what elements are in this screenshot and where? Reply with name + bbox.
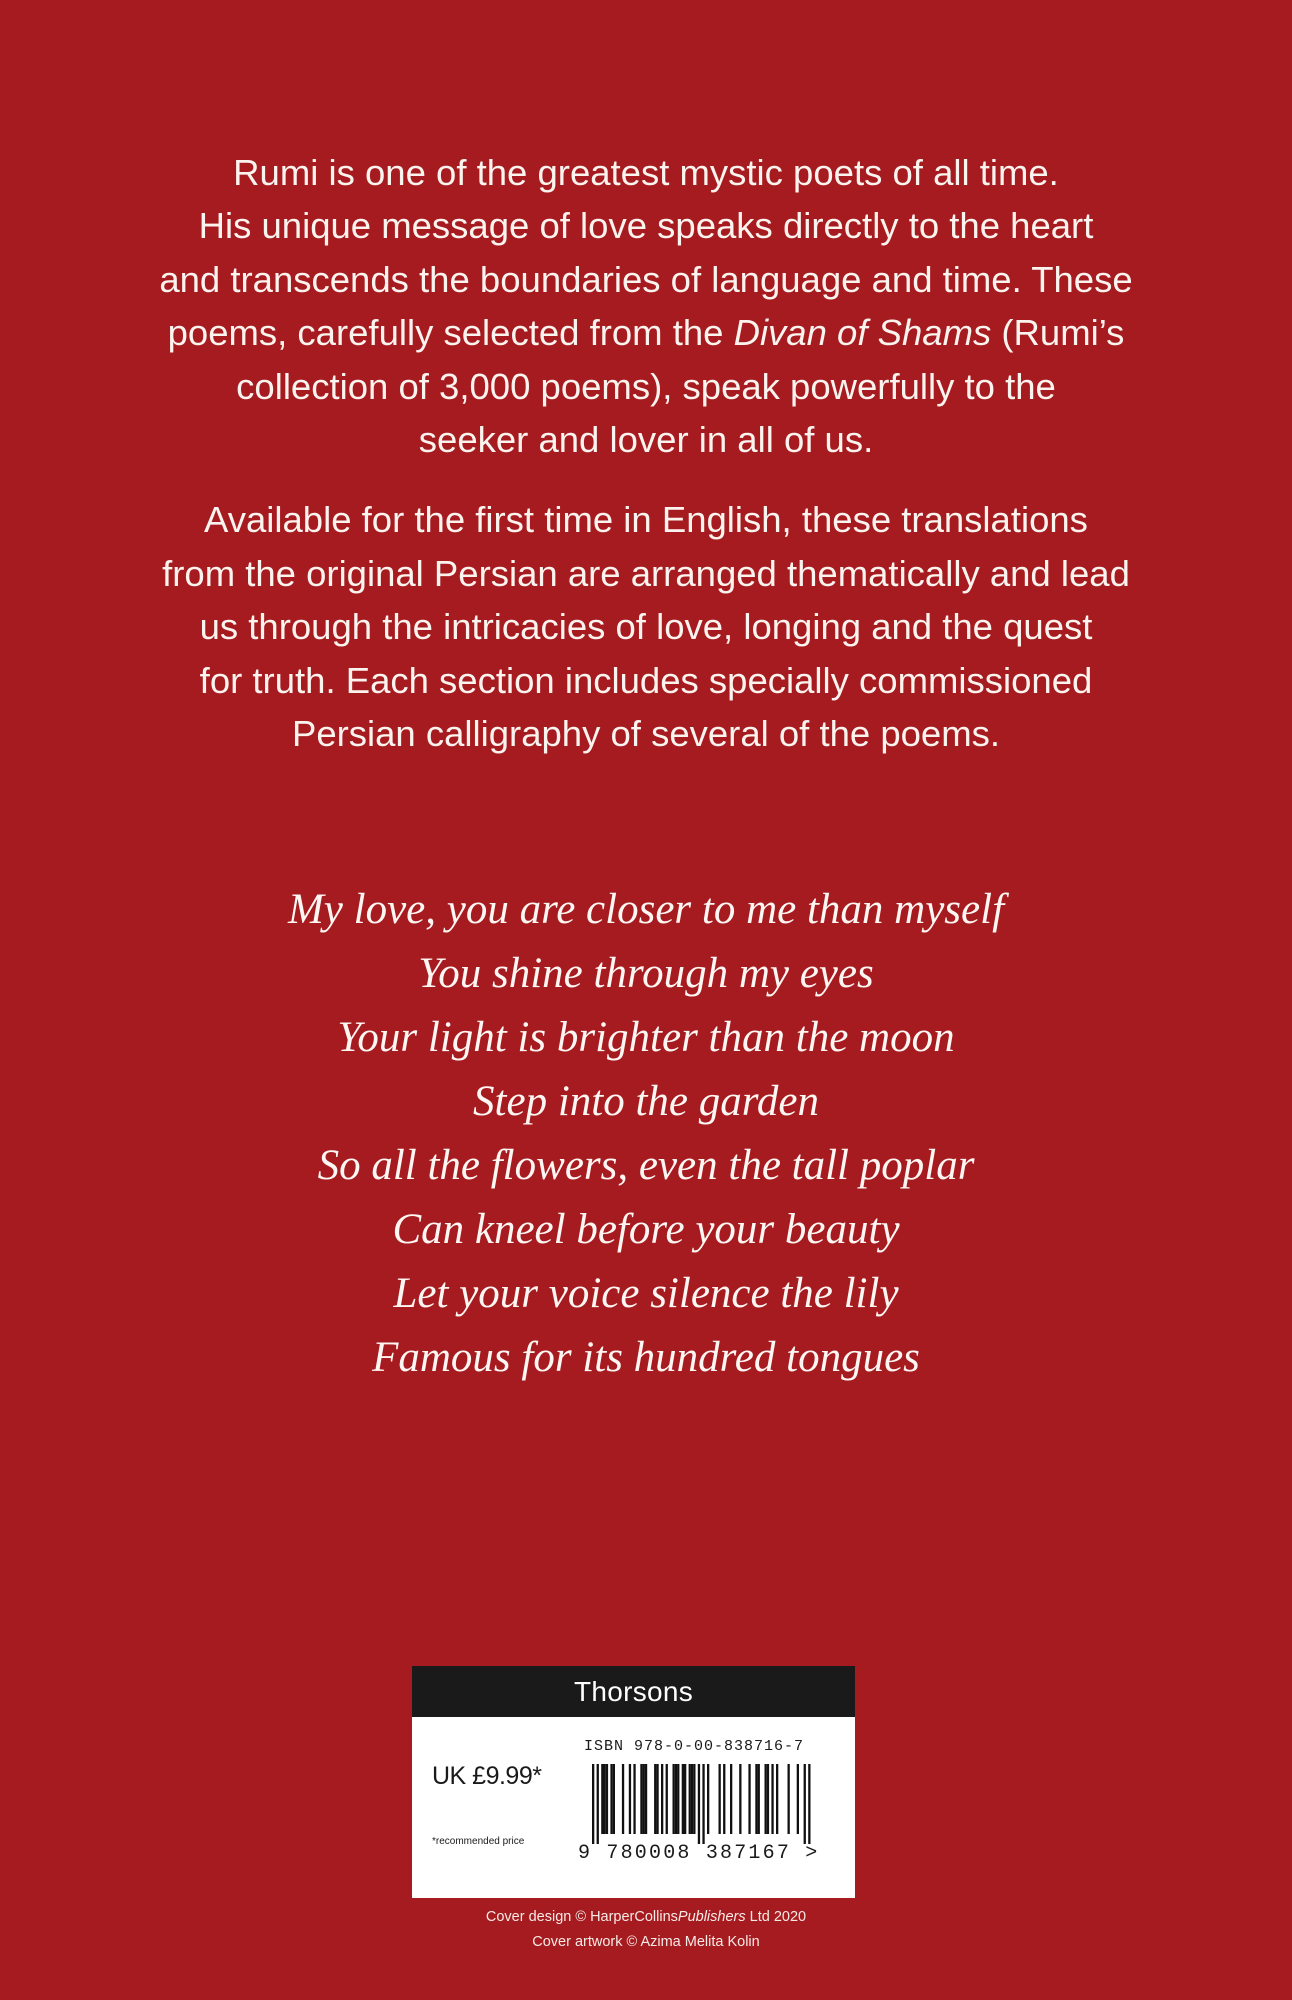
barcode-bar [723, 1764, 725, 1834]
barcode-bar [597, 1764, 599, 1844]
cover-credits [0, 1905, 1292, 1955]
blurb-text: (Rumi’s [991, 312, 1125, 354]
barcode-bar [666, 1764, 668, 1834]
credit-text: Ltd 2020 [745, 1909, 807, 1925]
barcode-bar [767, 1764, 769, 1834]
blurb-line: seeker and lover in all of us. [418, 419, 874, 461]
poem-line: Your light is brighter than the moon [337, 1014, 955, 1061]
cover-design-credit [0, 1905, 1292, 1930]
barcode-bar [755, 1764, 757, 1834]
barcode-bar [758, 1764, 760, 1834]
blurb-line: and transcends the boundaries of language and time. These [159, 258, 1133, 300]
barcode-bar [771, 1764, 773, 1834]
barcode-bar [776, 1764, 778, 1834]
barcode-bar [689, 1764, 691, 1834]
barcode-bar [645, 1764, 647, 1834]
barcode-bar [719, 1764, 721, 1834]
cover-artwork-credit: Cover artwork © Azima Melita Kolin [532, 1934, 760, 1950]
blurb-line: Available for the first time in English, these translations [204, 499, 1088, 541]
barcode-bar [797, 1764, 799, 1834]
back-cover-blurb [120, 146, 1172, 760]
poem-excerpt [0, 878, 1292, 1390]
barcode-bar [601, 1764, 603, 1834]
blurb-line: Rumi is one of the greatest mystic poets of all time. [233, 152, 1059, 193]
blurb-line: for truth. Each section includes specially commissioned [199, 659, 1093, 701]
poem-line: Can kneel before your beauty [392, 1206, 900, 1253]
barcode-bar [788, 1764, 790, 1834]
poem-line: So all the flowers, even the tall poplar [317, 1142, 975, 1189]
barcode-bar [610, 1764, 612, 1834]
barcode-bar [702, 1764, 704, 1844]
barcode-bar [633, 1764, 635, 1834]
blurb-line: Persian calligraphy of several of the poems. [291, 713, 1001, 755]
barcode-bar [730, 1764, 732, 1834]
barcode-bar [604, 1764, 606, 1834]
price-note: *recommended price [432, 1836, 525, 1847]
barcode-panel [412, 1666, 855, 1898]
isbn-barcode [592, 1764, 814, 1846]
barcode-bar [675, 1764, 677, 1834]
barcode-bar [748, 1764, 750, 1834]
barcode-bar [677, 1764, 679, 1834]
barcode-bar [640, 1764, 642, 1834]
book-title-divan-of-shams: Divan of Shams [733, 312, 992, 354]
blurb-line: collection of 3,000 poems), speak powerfully to the [236, 365, 1056, 407]
barcode-bar [698, 1764, 700, 1844]
credit-text: Cover design © HarperCollins [485, 1909, 678, 1925]
barcode-bar [613, 1764, 615, 1834]
credit-text-italic: Publishers [677, 1909, 746, 1925]
barcode-bar [656, 1764, 658, 1834]
barcode-bar [643, 1764, 645, 1834]
poem-line: Famous for its hundred tongues [372, 1334, 920, 1381]
barcode-bar [691, 1764, 693, 1834]
blurb-line: His unique message of love speaks directly to the heart [198, 205, 1094, 247]
poem-line: Let your voice silence the lily [393, 1270, 899, 1317]
blurb-paragraph-1 [120, 146, 1172, 466]
blurb-line: us through the intricacies of love, longing and the quest [199, 606, 1093, 648]
barcode-bar [673, 1764, 675, 1834]
barcode-bar [654, 1764, 656, 1834]
barcode-bar [682, 1764, 684, 1834]
poem-line: My love, you are closer to me than myself [287, 886, 1005, 933]
barcode-bar [592, 1764, 594, 1844]
barcode-bar [707, 1764, 709, 1834]
barcode-digits: 9 780008 387167 > [578, 1842, 820, 1865]
barcode-bar [622, 1764, 624, 1834]
price-label: UK £9.99* [432, 1762, 542, 1790]
isbn-label: ISBN 978-0-00-838716-7 [584, 1738, 805, 1755]
blurb-line [120, 306, 1172, 359]
barcode-bar [684, 1764, 686, 1834]
poem-line: Step into the garden [473, 1078, 819, 1125]
barcode-bar [808, 1764, 810, 1844]
barcode-bar [739, 1764, 741, 1834]
blurb-paragraph-2 [120, 493, 1172, 760]
barcode-bar [765, 1764, 767, 1834]
barcode-bar [693, 1764, 695, 1834]
barcode-bar [629, 1764, 631, 1834]
blurb-text: poems, carefully selected from the [167, 312, 734, 354]
publisher-logo: Thorsons [412, 1666, 855, 1717]
poem-line: You shine through my eyes [418, 950, 874, 997]
barcode-bar [606, 1764, 608, 1834]
barcode-bar [661, 1764, 663, 1834]
barcode-bar [804, 1764, 806, 1844]
blurb-line: from the original Persian are arranged thematically and lead [162, 552, 1130, 594]
